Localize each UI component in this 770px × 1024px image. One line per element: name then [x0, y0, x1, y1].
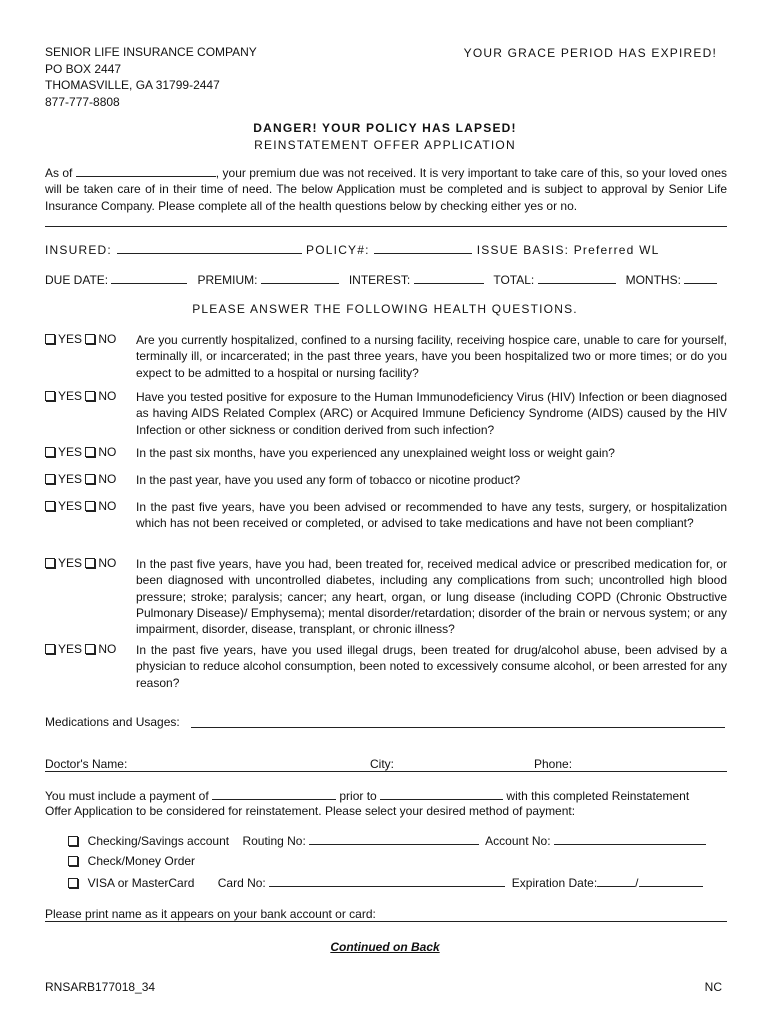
- payment-option-checking: [68, 833, 706, 848]
- expiration-year-field[interactable]: [639, 875, 703, 887]
- checking-checkbox[interactable]: [68, 836, 78, 846]
- due-date-row: [45, 272, 717, 287]
- account-number-field[interactable]: [554, 833, 706, 845]
- payment-reinstatement-text: with this completed Reinstatement: [506, 789, 690, 803]
- interest-field[interactable]: [414, 272, 484, 284]
- no-label: NO: [98, 445, 117, 459]
- premium-field[interactable]: [261, 272, 339, 284]
- total-field[interactable]: [538, 272, 616, 284]
- no-checkbox[interactable]: [85, 644, 95, 654]
- question-text: In the past year, have you used any form of tobacco or nicotine product?: [136, 473, 521, 487]
- expiration-label: Expiration Date:: [511, 876, 598, 890]
- question-text: Are you currently hospitalized, confined to a nursing facility, receiving hospice care, unable to care for yourself, terminally ill, or incarcerated; in the past three years, have you been hospitalized two or more times; or do you expect to be admitted to a hospital or nursing facility?: [136, 333, 727, 380]
- company-city-state: THOMASVILLE, GA 31799-2447: [45, 78, 220, 92]
- payment-deadline-field[interactable]: [380, 788, 503, 800]
- divider: [45, 226, 727, 227]
- print-name-label: Please print name as it appears on your bank account or card:: [45, 907, 376, 921]
- card-checkbox[interactable]: [68, 878, 78, 888]
- danger-title: DANGER! YOUR POLICY HAS LAPSED!: [253, 121, 517, 135]
- no-checkbox[interactable]: [85, 501, 95, 511]
- intro-text: , your premium due was not received. It is very important to take care of this, so your loved ones will be taken care of in their time of need. The below Application must be completed and is subject to approval by Senior Life Insurance Company. Please complete all of the health questions below by checking either yes or no.: [45, 166, 727, 213]
- check-money-order-checkbox[interactable]: [68, 856, 78, 866]
- yes-checkbox[interactable]: [45, 501, 55, 511]
- due-date-field[interactable]: [111, 272, 187, 284]
- medications-field[interactable]: [191, 727, 725, 728]
- yes-checkbox[interactable]: [45, 558, 55, 568]
- routing-label: Routing No:: [242, 834, 306, 848]
- due-date-label: DUE DATE:: [45, 273, 109, 287]
- expiration-separator: /: [635, 876, 639, 890]
- policy-number-field[interactable]: [374, 242, 472, 254]
- company-name: SENIOR LIFE INSURANCE COMPANY: [45, 45, 257, 59]
- company-phone: 877-777-8808: [45, 94, 120, 109]
- company-address-block: [45, 44, 257, 110]
- yes-label: YES: [58, 389, 83, 403]
- payment-intro-line2: Offer Application to be considered for reinstatement. Please select your desired method of payment:: [45, 804, 576, 818]
- card-number-field[interactable]: [269, 875, 505, 887]
- doctor-info-field[interactable]: [45, 771, 727, 772]
- question-text: In the past five years, have you been advised or recommended to have any tests, surgery, or hospitalization which has not been received or completed, or advised to take medications and have not been compliant?: [136, 500, 727, 531]
- no-checkbox[interactable]: [85, 558, 95, 568]
- no-checkbox[interactable]: [85, 447, 95, 457]
- health-questions-heading: PLEASE ANSWER THE FOLLOWING HEALTH QUESTIONS.: [192, 302, 578, 316]
- state-code: NC: [704, 980, 722, 994]
- yes-checkbox[interactable]: [45, 447, 55, 457]
- company-po-box: PO BOX 2447: [45, 61, 122, 76]
- yes-checkbox[interactable]: [45, 334, 55, 344]
- premium-label: PREMIUM:: [197, 273, 258, 287]
- total-label: TOTAL:: [493, 273, 535, 287]
- payment-amount-field[interactable]: [212, 788, 336, 800]
- intro-paragraph: [45, 165, 727, 214]
- yes-label: YES: [58, 445, 83, 459]
- insured-field[interactable]: [117, 242, 302, 254]
- months-label: MONTHS:: [625, 273, 681, 287]
- card-number-label: Card No:: [217, 876, 266, 890]
- routing-number-field[interactable]: [309, 833, 479, 845]
- checking-label: Checking/Savings account: [87, 834, 230, 848]
- insured-policy-row: [45, 242, 659, 257]
- no-checkbox[interactable]: [85, 391, 95, 401]
- no-checkbox[interactable]: [85, 474, 95, 484]
- print-name-field[interactable]: [45, 921, 727, 922]
- phone-label: Phone:: [534, 757, 573, 771]
- expiration-month-field[interactable]: [597, 875, 635, 887]
- question-text: In the past five years, have you used illegal drugs, been treated for drug/alcohol abuse, been advised by a physician to reduce alcohol consumption, been noted to excessively consume alcohol, or been arrested for any reason?: [136, 643, 727, 690]
- payment-option-card: [68, 875, 703, 890]
- continued-on-back: Continued on Back: [330, 940, 440, 954]
- yes-label: YES: [58, 499, 83, 513]
- payment-intro-line1: [45, 788, 689, 803]
- yes-label: YES: [58, 556, 83, 570]
- question-text: Have you tested positive for exposure to the Human Immunodeficiency Virus (HIV) Infection or been diagnosed as having AIDS Related Complex (ARC) or Acquired Immune Deficiency Syndrome (AIDS) caused by the HIV Infection or other sickness or condition derived from such infection?: [136, 390, 727, 437]
- card-type-label: VISA or MasterCard: [87, 876, 195, 890]
- form-code: RNSARB177018_34: [45, 980, 156, 994]
- payment-option-check: [68, 854, 195, 868]
- as-of-label: As of: [45, 166, 73, 180]
- yes-checkbox[interactable]: [45, 644, 55, 654]
- issue-basis: ISSUE BASIS: Preferred WL: [476, 243, 660, 257]
- no-label: NO: [98, 332, 117, 346]
- yes-checkbox[interactable]: [45, 474, 55, 484]
- no-checkbox[interactable]: [85, 334, 95, 344]
- question-text: In the past six months, have you experienced any unexplained weight loss or weight gain?: [136, 446, 615, 460]
- payment-prior-to-text: prior to: [339, 789, 377, 803]
- account-label: Account No:: [485, 834, 551, 848]
- question-text: In the past five years, have you had, been treated for, received medical advice or prescribed medication for, or been diagnosed with uncontrolled diabetes, including any complications from such; uncontrolled high blood pressure; stroke; paralysis; cancer; any heart, organ, or lung disease (including COPD (Chronic Obstructive Pulmonary Disease)/ Emphysema); mental disorder/retardation; disorder of the brain or nervous system; or any impairment, disorder, disease, transplant, or chronic illness?: [136, 557, 727, 637]
- policy-label: POLICY#:: [306, 243, 370, 257]
- medications-label: Medications and Usages:: [45, 715, 180, 729]
- no-label: NO: [98, 499, 117, 513]
- yes-label: YES: [58, 472, 83, 486]
- no-label: NO: [98, 556, 117, 570]
- insured-label: INSURED:: [45, 243, 112, 257]
- payment-intro-text: You must include a payment of: [45, 789, 209, 803]
- as-of-date-field[interactable]: [76, 165, 216, 177]
- yes-checkbox[interactable]: [45, 391, 55, 401]
- doctor-name-label: Doctor's Name:: [45, 757, 128, 771]
- yes-label: YES: [58, 642, 83, 656]
- no-label: NO: [98, 642, 117, 656]
- months-field[interactable]: [684, 272, 717, 284]
- form-subtitle: REINSTATEMENT OFFER APPLICATION: [254, 138, 516, 152]
- check-money-order-label: Check/Money Order: [87, 854, 196, 868]
- no-label: NO: [98, 389, 117, 403]
- yes-label: YES: [58, 332, 83, 346]
- grace-period-notice: YOUR GRACE PERIOD HAS EXPIRED!: [463, 46, 717, 60]
- interest-label: INTEREST:: [348, 273, 411, 287]
- city-label: City:: [370, 757, 394, 771]
- no-label: NO: [98, 472, 117, 486]
